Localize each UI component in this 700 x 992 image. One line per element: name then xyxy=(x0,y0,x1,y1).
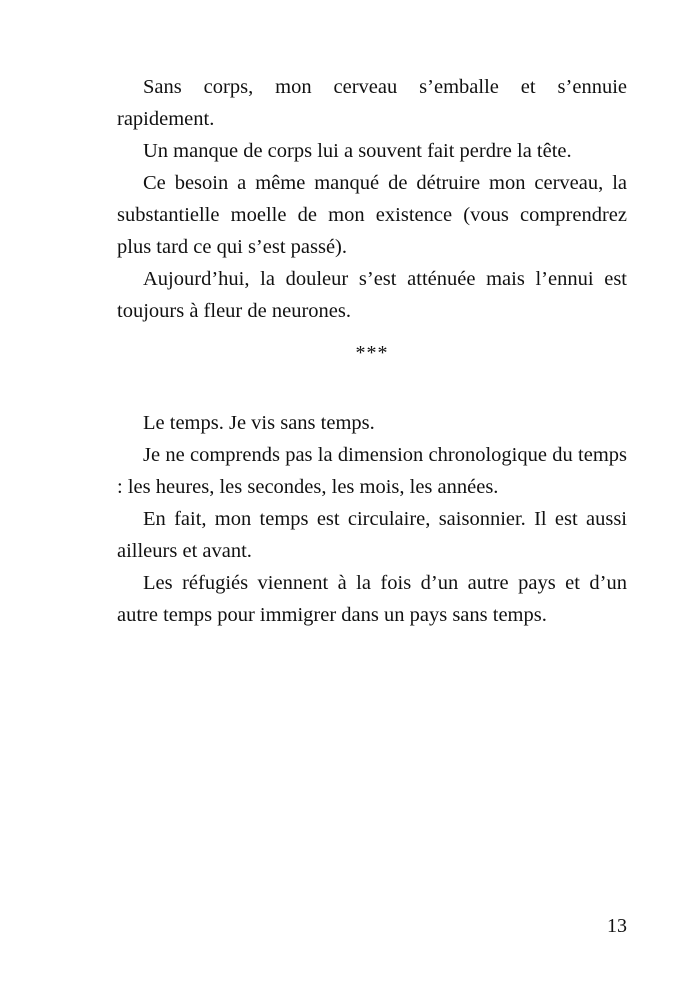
page-text xyxy=(117,71,627,631)
section-separator: *** xyxy=(355,342,389,364)
paragraph: Le temps. Je vis sans temps. xyxy=(143,412,375,434)
paragraph: Un manque de corps lui a souvent fait perdre la tête. xyxy=(143,140,572,162)
paragraph: Sans corps, mon cerveau s’emballe et s’ennuie rapidement. xyxy=(117,76,627,130)
paragraph: Aujourd’hui, la douleur s’est atténuée mais l’ennui est toujours à fleur de neurones. xyxy=(117,268,627,322)
page-number: 13 xyxy=(607,915,627,937)
paragraph: Ce besoin a même manqué de détruire mon cerveau, la substantielle moelle de mon existence (vous comprendrez plus tard ce qui s’est passé). xyxy=(117,172,627,258)
paragraph: Les réfugiés viennent à la fois d’un autre pays et d’un autre temps pour immigrer dans un pays sans temps. xyxy=(117,572,627,626)
paragraph: Je ne comprends pas la dimension chronologique du temps : les heures, les secondes, les mois, les années. xyxy=(117,444,627,498)
paragraph: En fait, mon temps est circulaire, saisonnier. Il est aussi ailleurs et avant. xyxy=(117,508,627,562)
